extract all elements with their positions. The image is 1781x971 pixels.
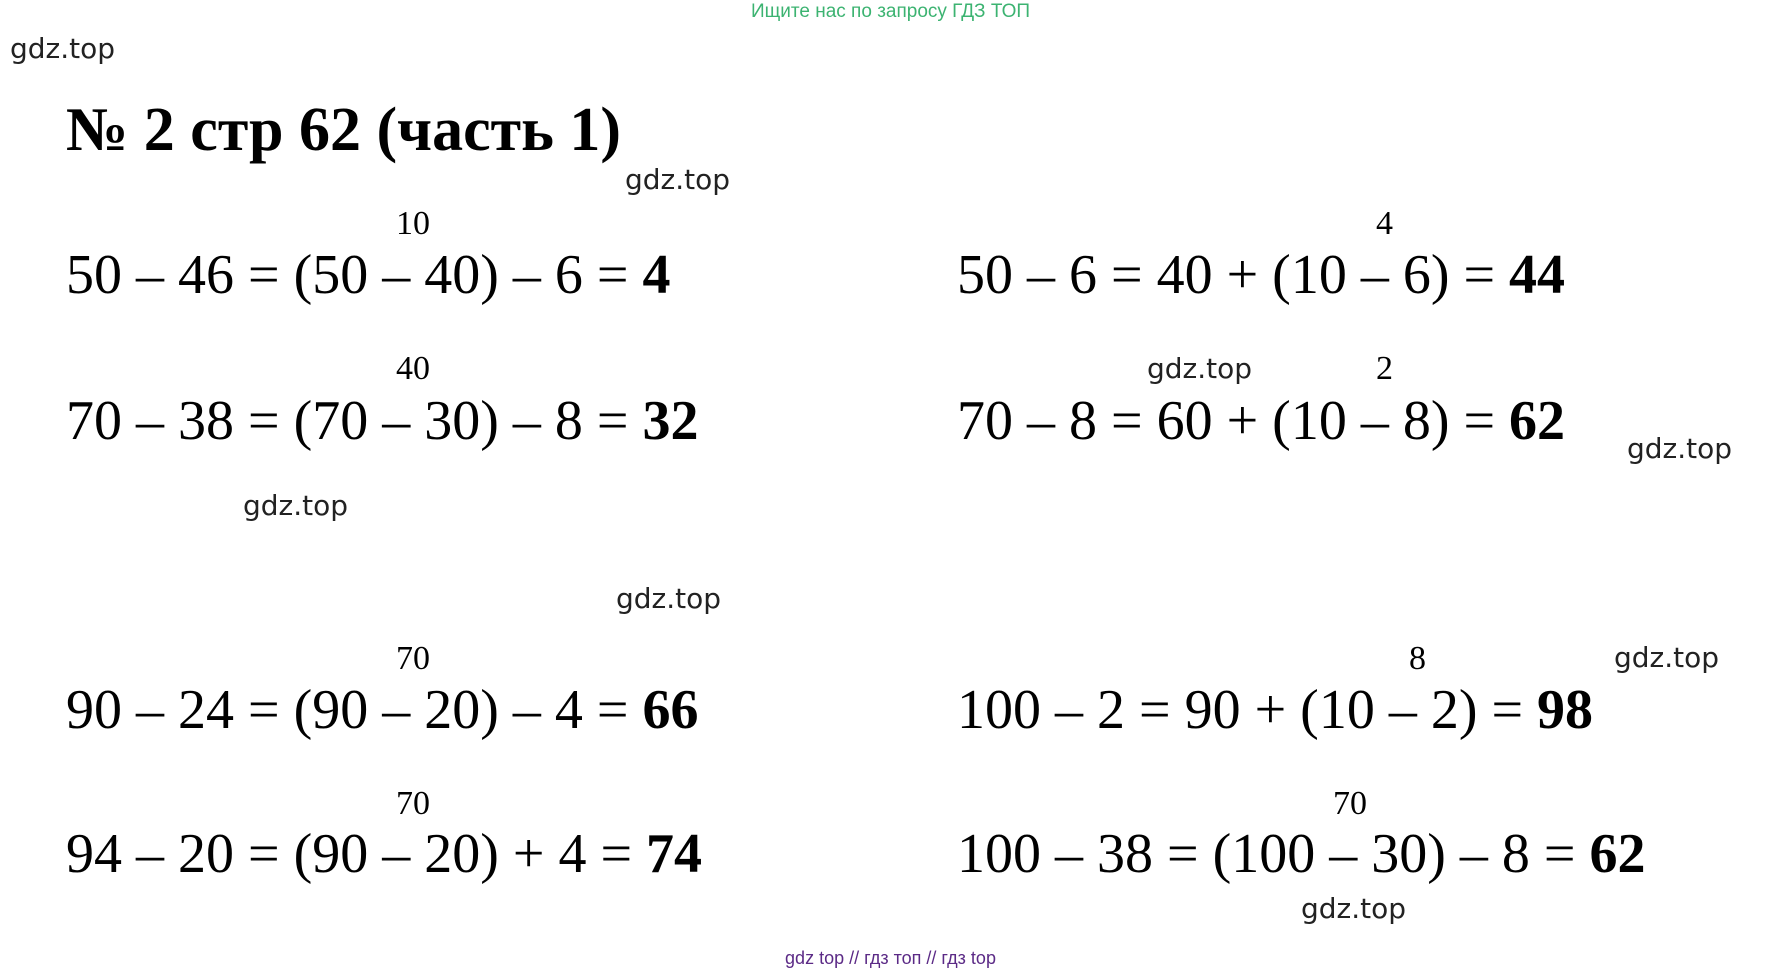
equation-answer: 62 [1589,823,1646,885]
equation [66,678,698,742]
equation-answer: 32 [642,390,699,452]
watermark: gdz.top [1614,641,1720,674]
equation-answer: 66 [642,679,699,741]
helper-number: 40 [396,350,430,387]
equation-expression: 70 – 8 = 60 + (10 – 8) = [957,390,1510,452]
equation-expression: 50 – 46 = (50 – 40) – 6 = [66,244,643,306]
equation-answer: 98 [1537,679,1594,741]
watermark: gdz.top [10,32,116,65]
helper-number: 8 [1409,640,1426,677]
equation [957,243,1565,307]
equation-expression: 94 – 20 = (90 – 20) + 4 = [66,823,647,885]
helper-number: 2 [1376,350,1393,387]
watermark: gdz.top [243,489,349,522]
equation [957,389,1565,453]
equation-expression: 90 – 24 = (90 – 20) – 4 = [66,679,643,741]
equation-answer: 74 [646,823,703,885]
watermark: gdz.top [1627,432,1733,465]
equation-answer: 44 [1509,244,1566,306]
watermark: gdz.top [1301,892,1407,925]
watermark: gdz.top [625,163,731,196]
equation [66,822,702,886]
watermark: gdz.top [616,582,722,615]
helper-number: 10 [396,205,430,242]
equation [66,389,698,453]
equation-expression: 50 – 6 = 40 + (10 – 6) = [957,244,1510,306]
equation-expression: 100 – 2 = 90 + (10 – 2) = [957,679,1538,741]
helper-number: 70 [1333,785,1367,822]
search-banner: Ищите нас по запросу ГДЗ ТОП [750,1,1031,22]
equation [957,678,1593,742]
helper-number: 70 [396,640,430,677]
equation [957,822,1645,886]
equation-expression: 70 – 38 = (70 – 30) – 8 = [66,390,643,452]
equation-answer: 62 [1509,390,1566,452]
helper-number: 70 [396,785,430,822]
equation-answer: 4 [642,244,671,306]
helper-number: 4 [1376,205,1393,242]
page-title: № 2 стр 62 (часть 1) [66,96,622,164]
watermark: gdz.top [1147,352,1253,385]
equation [66,243,670,307]
footer-links: gdz top // гдз топ // гдз top [785,948,996,968]
equation-expression: 100 – 38 = (100 – 30) – 8 = [957,823,1590,885]
